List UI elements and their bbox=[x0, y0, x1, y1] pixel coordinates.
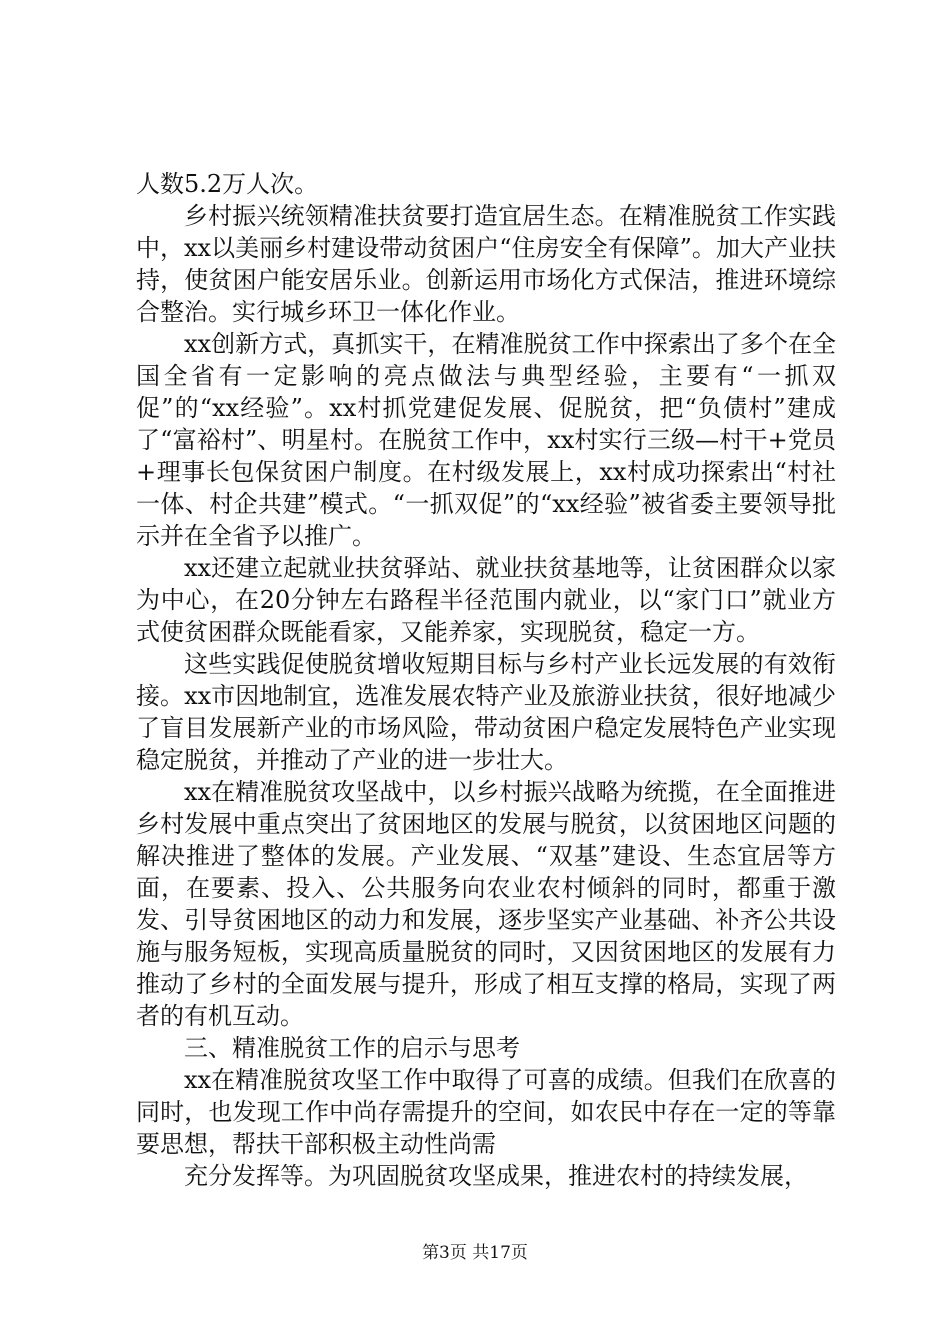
paragraph-2: 乡村振兴统领精准扶贫要打造宜居生态。在精准脱贫工作实践中，xx以美丽乡村建设带动贫困户“住房安全有保障”。加大产业扶持，使贫困户能安居乐业。创新运用市场化方式保洁，推进环境综合整治。实行城乡环卫一体化作业。 bbox=[136, 202, 836, 326]
paragraph-9: 充分发挥等。为巩固脱贫攻坚成果，推进农村的持续发展， bbox=[184, 1162, 808, 1190]
paragraph-4: xx还建立起就业扶贫驿站、就业扶贫基地等，让贫困群众以家为中心，在20分钟左右路程半径范围内就业，以“家门口”就业方式使贫困群众既能看家，又能养家，实现脱贫，稳定一方。 bbox=[136, 554, 836, 646]
section-heading: 三、精准脱贫工作的启示与思考 bbox=[184, 1034, 520, 1062]
paragraph-8: xx在精准脱贫攻坚工作中取得了可喜的成绩。但我们在欣喜的同时，也发现工作中尚存需提升的空间，如农民中存在一定的等靠要思想，帮扶干部积极主动性尚需 bbox=[136, 1066, 836, 1158]
paragraph-6: xx在精准脱贫攻坚战中，以乡村振兴战略为统揽，在全面推进乡村发展中重点突出了贫困地区的发展与脱贫，以贫困地区问题的解决推进了整体的发展。产业发展、“双基”建设、生态宜居等方面，在要素、投入、公共服务向农业农村倾斜的同时，都重于激发、引导贫困地区的动力和发展，逐步坚实产业基础、补齐公共设施与服务短板，实现高质量脱贫的同时，又因贫困地区的发展有力推动了乡村的全面发展与提升，形成了相互支撑的格局，实现了两者的有机互动。 bbox=[136, 778, 836, 1030]
paragraph-5: 这些实践促使脱贫增收短期目标与乡村产业长远发展的有效衔接。xx市因地制宜，选准发展农特产业及旅游业扶贫，很好地减少了盲目发展新产业的市场风险，带动贫困户稳定发展特色产业实现稳定脱贫，并推动了产业的进一步壮大。 bbox=[136, 650, 836, 774]
page-footer: 第3页 共17页 bbox=[422, 1243, 528, 1263]
paragraph-3: xx创新方式，真抓实干，在精准脱贫工作中探索出了多个在全国全省有一定影响的亮点做法与典型经验，主要有“一抓双促”的“xx经验”。xx村抓党建促发展、促脱贫，把“负债村”建成了“富裕村”、明星村。在脱贫工作中，xx村实行三级—村干+党员+理事长包保贫困户制度。在村级发展上，xx村成功探索出“村社一体、村企共建”模式。“一抓双促”的“xx经验”被省委主要领导批示并在全省予以推广。 bbox=[136, 330, 836, 550]
paragraph-1: 人数5.2万人次。 bbox=[136, 170, 319, 198]
document-body bbox=[136, 168, 836, 1192]
